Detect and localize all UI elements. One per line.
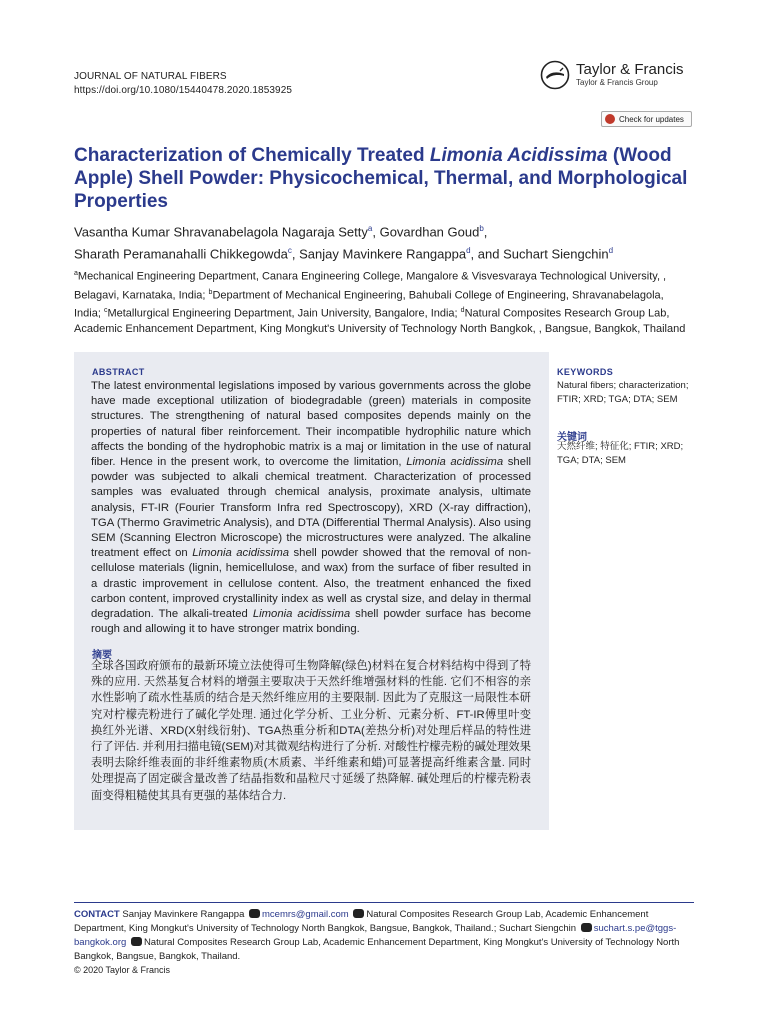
- publisher-subtitle: Taylor & Francis Group: [576, 78, 658, 87]
- title-italic: Limonia Acidissima: [429, 145, 608, 166]
- author-sep: , and: [470, 246, 504, 262]
- affil-mark: b: [208, 288, 213, 296]
- abstract-zh-heading: 摘要: [92, 650, 112, 661]
- taylor-francis-lamp-logo-icon: [540, 60, 570, 90]
- author-name[interactable]: Suchart Siengchin: [503, 246, 609, 262]
- author-affil-mark: a: [367, 224, 373, 233]
- affil-mark: c: [103, 307, 108, 315]
- contact-block: [74, 908, 694, 964]
- title-part1: Characterization of Chemically Treated: [74, 145, 430, 166]
- author-sep: ,: [372, 224, 380, 240]
- keywords-zh-heading: 关键词: [557, 432, 587, 443]
- abstract-heading: ABSTRACT: [92, 367, 145, 377]
- keywords-heading: KEYWORDS: [557, 367, 614, 377]
- title-part2: (Wood Apple) Shell Powder: Physicochemical, Thermal, and Morphological Properties: [74, 145, 688, 212]
- affiliation-text: Department of Mechanical Engineering, Bahubali College of Engineering, Shravanabelagola, India;: [74, 289, 664, 320]
- affiliation-text: Mechanical Engineering Department, Canara Engineering College, Mangalore & Visvesvaraya Technological University, , Belagavi, Karnataka, India;: [74, 270, 667, 302]
- publisher-name: Taylor & Francis: [576, 61, 684, 78]
- author-affil-mark: d: [608, 246, 614, 256]
- abstract-segment: shell powder was subjected to alkali chemical treatment. Characterization of processed samples was evaluated through chemical analysis, proximate analysis, ultimate analysis, FT-IR (Fourier Transform Infra red Spectroscopy), XRD (X-ray diffraction), TGA (Thermo Gravimetric Analysis), and DTA (Differential Thermal Analysis). Also using SEM (Scanning Electron Microscope) the microstructures were analyzed. The alkaline treatment effect on: [91, 456, 532, 560]
- author-affil-mark: d: [466, 246, 471, 256]
- abstract-segment: shell powder showed that the removal of non-cellulose materials (lignin, hemicellulose, and wax) from the surface of fiber resulted in a drastic improvement in cellulose content. Also, the treatment enhanced the fixed carbon content, improved crystallinity index as well as crystal size, and delay in thermal degradation. The alkali-treated: [91, 547, 531, 621]
- author-name[interactable]: Sanjay Mavinkere Rangappa: [299, 246, 467, 262]
- affiliations: [74, 266, 686, 337]
- address-icon: [131, 937, 142, 946]
- article-title: [74, 144, 714, 213]
- contact-address: Natural Composites Research Group Lab, Academic Enhancement Department, King Mongkut's University of Technology North Bangkok, Bangsue, Bangkok, Thailand.: [74, 937, 680, 962]
- contact-email-link[interactable]: mcemrs@gmail.com: [262, 909, 349, 920]
- species-name-italic: Limonia acidissima: [406, 456, 504, 469]
- affiliation-text: Metallurgical Engineering Department, Jain University, Bangalore, India;: [107, 307, 461, 320]
- email-icon: [581, 923, 592, 932]
- author-sep: ,: [483, 224, 488, 240]
- author-name[interactable]: Vasantha Kumar Shravanabelagola Nagaraja Setty: [74, 224, 368, 240]
- keywords-zh-text: 天然纤维; 特征化; FTIR; XRD; TGA; DTA; SEM: [557, 441, 684, 466]
- journal-header: [74, 70, 292, 98]
- keywords-text: Natural fibers; characterization; FTIR; XRD; TGA; DTA; SEM: [557, 380, 689, 405]
- email-icon: [249, 909, 260, 918]
- contact-name: Sanjay Mavinkere Rangappa: [122, 909, 245, 920]
- copyright-notice: © 2020 Taylor & Francis: [74, 965, 171, 975]
- doi-link[interactable]: https://doi.org/10.1080/15440478.2020.1853925: [74, 85, 293, 96]
- affiliation-text: Natural Composites Research Group Lab, Academic Enhancement Department, King Mongkut's University of Technology North Bangkok, , Bangsue, Bangkok, Thailand: [74, 307, 686, 335]
- address-icon: [353, 909, 364, 918]
- abstract-zh-text: 全球各国政府颁布的最新环境立法使得可生物降解(绿色)材料在复合材料结构中得到了特殊的应用. 天然基复合材料的增强主要取决于天然纤维增强材料的性能. 它们不相容的亲水性影响了疏水性基质的结合是天然纤维应用的主要限制. 因此为了克服这一局限性本研究对柠檬壳粉进行了碱化学处理. 通过化学分析、工业分析、元素分析、FT-IR傅里叶变换红外光谱、XRD(X射线衍射)、TGA热重分析和DTA(差热分析)对处理后样品的特性进行了评估. 并利用扫描电镜(SEM)对其微观结构进行了分析. 对酸性柠檬壳粉的碱处理效果表明去除纤维表面的非纤维素物质(木质素、半纤维素和蜡)可显著提高纤维素含量. 同时处理提高了固定碳含量改善了结晶指数和晶粒尺寸延缓了热降解. 碱处理后的柠檬壳粉表面变得粗糙使其具有更强的基体结合力.: [91, 660, 531, 802]
- contact-label: CONTACT: [74, 909, 120, 920]
- contact-address: Natural Composites Research Group Lab, Academic Enhancement Department, King Mongkut's University of Technology North Bangkok, Bangsue, Bangkok, Thailand.; Suchart Siengchin: [74, 909, 649, 934]
- species-name-italic: Limonia acidissima: [252, 608, 351, 621]
- journal-name: JOURNAL OF NATURAL FIBERS: [74, 71, 227, 82]
- affil-mark: d: [460, 307, 465, 315]
- publisher-logo-block: [540, 60, 684, 90]
- footer-divider: [74, 902, 694, 903]
- author-name[interactable]: Sharath Peramanahalli Chikkegowda: [74, 246, 288, 262]
- check-updates-icon: [605, 114, 615, 124]
- check-for-updates-button[interactable]: [601, 111, 692, 127]
- abstract-segment: shell powder surface has become rough and allowing it to have stronger matrix bonding.: [91, 608, 532, 636]
- author-affil-mark: b: [479, 224, 484, 233]
- author-name[interactable]: Govardhan Goud: [379, 224, 480, 240]
- species-name-italic: Limonia acidissima: [192, 547, 290, 560]
- check-updates-label: Check for updates: [619, 114, 684, 124]
- author-affil-mark: c: [287, 246, 292, 256]
- abstract-text: [91, 379, 531, 637]
- author-sep: ,: [291, 246, 300, 262]
- abstract-segment: The latest environmental legislations imposed by various governments across the globe have made exceptional utilization of biodegradable (green) materials in composite structures. The strengthening of natural based composites depends mainly on the properties of natural fiber reinforcement. Their incompatible hydrophilic nature which affects the bonding of the hydrophobic matrix is a maj or limitation in the use of natural fiber. Hence in the present work, to overcome the limitation,: [91, 380, 531, 469]
- contact-email-link[interactable]: suchart.s.pe@tggs-bangkok.org: [74, 923, 677, 948]
- affil-mark: a: [74, 270, 78, 277]
- author-list: [74, 219, 714, 264]
